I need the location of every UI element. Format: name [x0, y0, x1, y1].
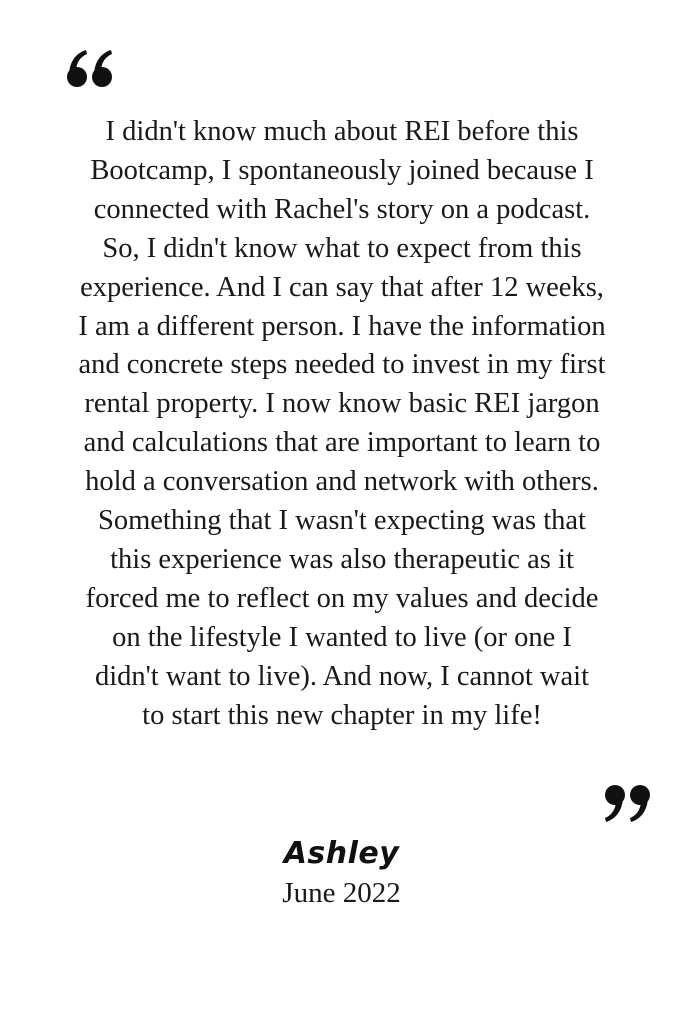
testimonial-line: didn't want to live). And now, I cannot wait: [94, 660, 590, 692]
testimonial-line: this experience was also therapeutic as it: [110, 543, 574, 575]
testimonial-line: I didn't know much about REI before this: [105, 116, 579, 147]
testimonial-line: I am a different person. I have the information: [78, 310, 606, 342]
testimonial-line: So, I didn't know what to expect from this: [102, 232, 582, 264]
testimonial-text: [36, 113, 648, 736]
testimonial-line: rental property. I now know basic REI jargon: [84, 388, 600, 420]
author-name: Ashley: [283, 836, 400, 871]
testimonial-line: to start this new chapter in my life!: [142, 699, 542, 731]
author-date: June 2022: [282, 877, 401, 909]
testimonial-line: experience. And I can say that after 12 weeks,: [80, 271, 604, 303]
testimonial-line: on the lifestyle I wanted to live (or one I: [112, 621, 572, 653]
testimonial-line: forced me to reflect on my values and decide: [85, 582, 599, 614]
testimonial-line: Bootcamp, I spontaneously joined because I: [90, 154, 594, 186]
testimonial-line: connected with Rachel's story on a podcast.: [93, 193, 591, 225]
testimonial-line: hold a conversation and network with others.: [85, 466, 599, 498]
testimonial-line: Something that I wasn't expecting was that: [98, 505, 586, 537]
open-quote-icon: [66, 48, 114, 90]
testimonial-line: and calculations that are important to learn to: [83, 427, 601, 459]
testimonial-line: and concrete steps needed to invest in my first: [78, 349, 606, 381]
close-quote-icon: [603, 782, 651, 824]
